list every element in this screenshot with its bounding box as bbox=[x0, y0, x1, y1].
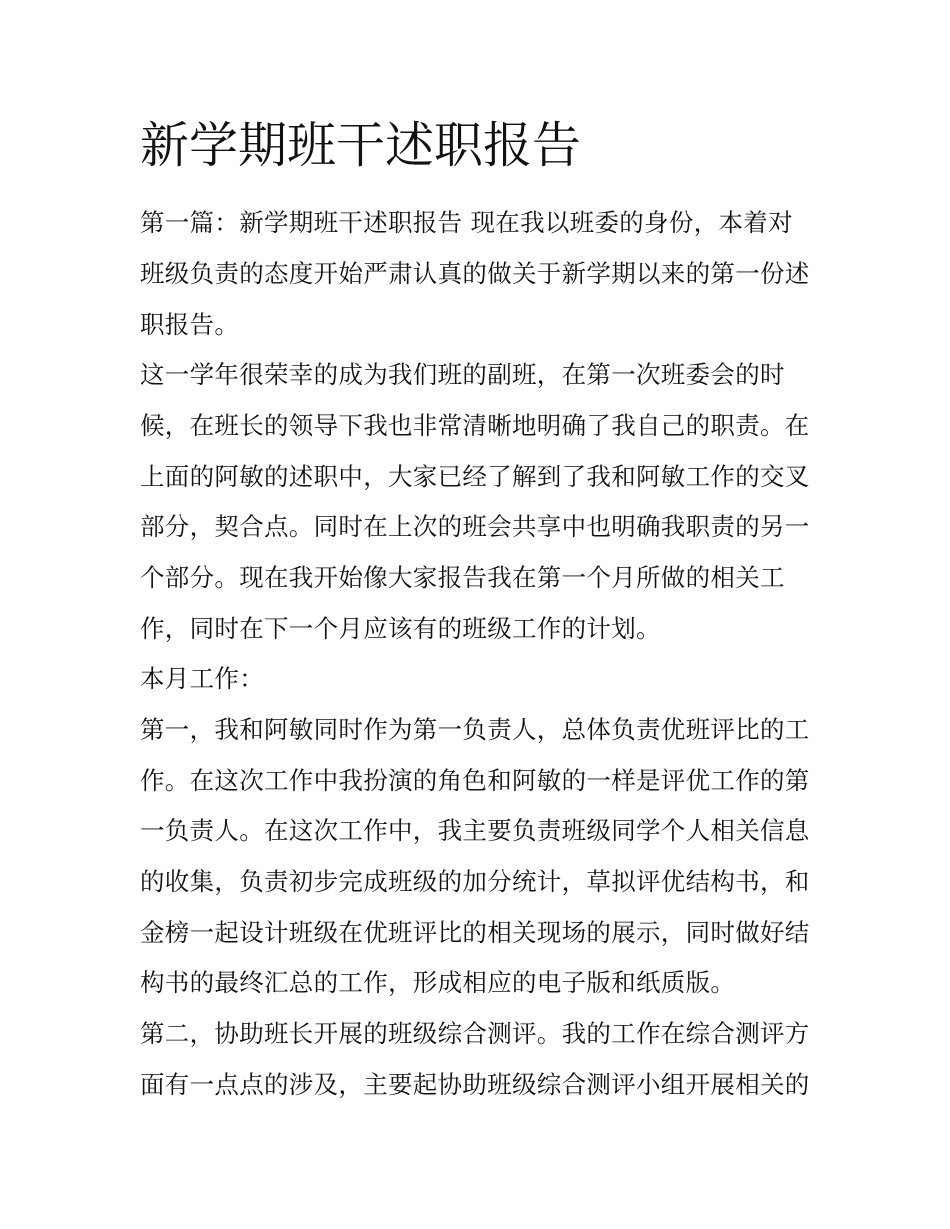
paragraph-4-line-1: 第二，协助班长开展的班级综合测评。我的工作在综合测评方 bbox=[140, 1019, 810, 1048]
document-title: 新学期班干述职报告 bbox=[140, 117, 582, 174]
paragraph-4-line-2: 面有一点点的涉及，主要起协助班级综合测评小组开展相关的 bbox=[140, 1070, 810, 1099]
section-heading-this-month: 本月工作： bbox=[140, 664, 264, 693]
paragraph-3-line-1: 第一，我和阿敏同时作为第一负责人，总体负责优班评比的工 bbox=[140, 715, 810, 744]
paragraph-3-line-6: 构书的最终汇总的工作，形成相应的电子版和纸质版。 bbox=[140, 968, 736, 997]
paragraph-2-line-5: 个部分。现在我开始像大家报告我在第一个月所做的相关工 bbox=[140, 563, 785, 592]
paragraph-3-line-3: 一负责人。在这次工作中，我主要负责班级同学个人相关信息 bbox=[140, 816, 810, 845]
paragraph-2-line-3: 上面的阿敏的述职中，大家已经了解到了我和阿敏工作的交叉 bbox=[140, 462, 810, 491]
paragraph-2-line-4: 部分，契合点。同时在上次的班会共享中也明确我职责的另一 bbox=[140, 512, 810, 541]
paragraph-1-line-1: 第一篇：新学期班干述职报告 现在我以班委的身份，本着对 bbox=[140, 208, 793, 237]
paragraph-3-line-4: 的收集，负责初步完成班级的加分统计，草拟评优结构书，和 bbox=[140, 867, 810, 896]
paragraph-3-line-2: 作。在这次工作中我扮演的角色和阿敏的一样是评优工作的第 bbox=[140, 766, 810, 795]
paragraph-2-line-2: 候，在班长的领导下我也非常清晰地明确了我自己的职责。在 bbox=[140, 411, 810, 440]
paragraph-1-line-3: 职报告。 bbox=[140, 310, 240, 339]
paragraph-2-line-1: 这一学年很荣幸的成为我们班的副班，在第一次班委会的时 bbox=[140, 360, 785, 389]
paragraph-2-line-6: 作，同时在下一个月应该有的班级工作的计划。 bbox=[140, 614, 661, 643]
paragraph-3-line-5: 金榜一起设计班级在优班评比的相关现场的展示，同时做好结 bbox=[140, 918, 810, 947]
paragraph-1-line-2: 班级负责的态度开始严肃认真的做关于新学期以来的第一份述 bbox=[140, 259, 810, 288]
